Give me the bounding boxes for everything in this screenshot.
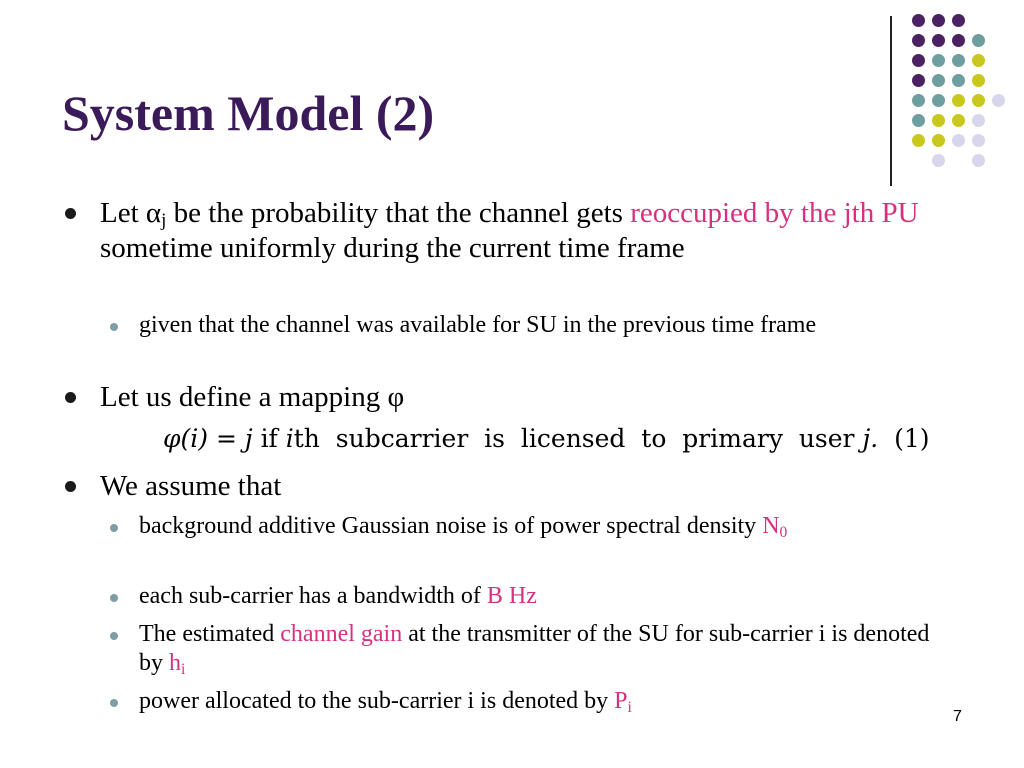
highlight-reoccupied: reoccupied by the jth PU <box>630 197 919 229</box>
bullet-text: be the probability that the channel gets <box>166 197 631 229</box>
slide-title: System Model (2) <box>62 85 435 141</box>
bullet-text: Let α <box>100 197 162 229</box>
highlight-n: N <box>762 513 780 539</box>
highlight-n0 <box>762 513 787 539</box>
bullet-marker <box>65 208 76 219</box>
sub-bullet-marker <box>110 524 118 532</box>
sub-bullet-channel-gain <box>139 620 959 678</box>
highlight-p: P <box>614 688 628 714</box>
subscript-j: j <box>161 210 167 231</box>
bullet-text: power allocated to the sub-carrier i is denoted by <box>139 688 615 714</box>
bullet-probability-definition <box>100 196 980 266</box>
subscript-i: i <box>627 699 632 716</box>
bullet-text: The estimated <box>139 621 281 647</box>
bullet-text: background additive Gaussian noise is of power spectral density <box>139 513 763 539</box>
sub-bullet-power <box>139 687 959 716</box>
bullet-text: at the transmitter of the SU for sub-carrier i is denoted by <box>139 621 930 676</box>
highlight-h: h <box>169 650 181 676</box>
eq-lhs: φ(i) = j <box>163 424 253 453</box>
highlight-hi <box>169 650 185 676</box>
subscript-0: 0 <box>779 524 788 541</box>
page-number: 7 <box>953 708 962 725</box>
sub-bullet-marker <box>110 699 118 707</box>
highlight-channel-gain: channel gain <box>280 621 403 647</box>
sub-bullet-marker <box>110 632 118 640</box>
eq-if: if <box>260 424 278 453</box>
sub-bullet-marker <box>110 323 118 331</box>
eq-number: (1) <box>894 424 930 453</box>
sub-bullet-noise <box>139 512 959 541</box>
bullet-marker <box>65 392 76 403</box>
bullet-text: sometime uniformly during the current time frame <box>100 232 685 264</box>
bullet-text: each sub-carrier has a bandwidth of <box>139 583 487 609</box>
sub-bullet-previous-frame: given that the channel was available for SU in the previous time frame <box>139 312 817 338</box>
eq-j: j. <box>862 424 879 453</box>
mapping-equation <box>163 423 930 455</box>
bullet-marker <box>65 481 76 492</box>
eq-rest: th subcarrier is licensed to primary user <box>293 424 855 453</box>
bullet-mapping: Let us define a mapping φ <box>100 381 405 413</box>
eq-i: i <box>285 424 294 453</box>
sub-bullet-bandwidth <box>139 582 959 611</box>
highlight-pi <box>614 688 632 714</box>
bullet-assumptions: We assume that <box>100 470 282 502</box>
highlight-bhz: B Hz <box>486 583 537 609</box>
subscript-i: i <box>181 661 186 678</box>
sub-bullet-marker <box>110 594 118 602</box>
